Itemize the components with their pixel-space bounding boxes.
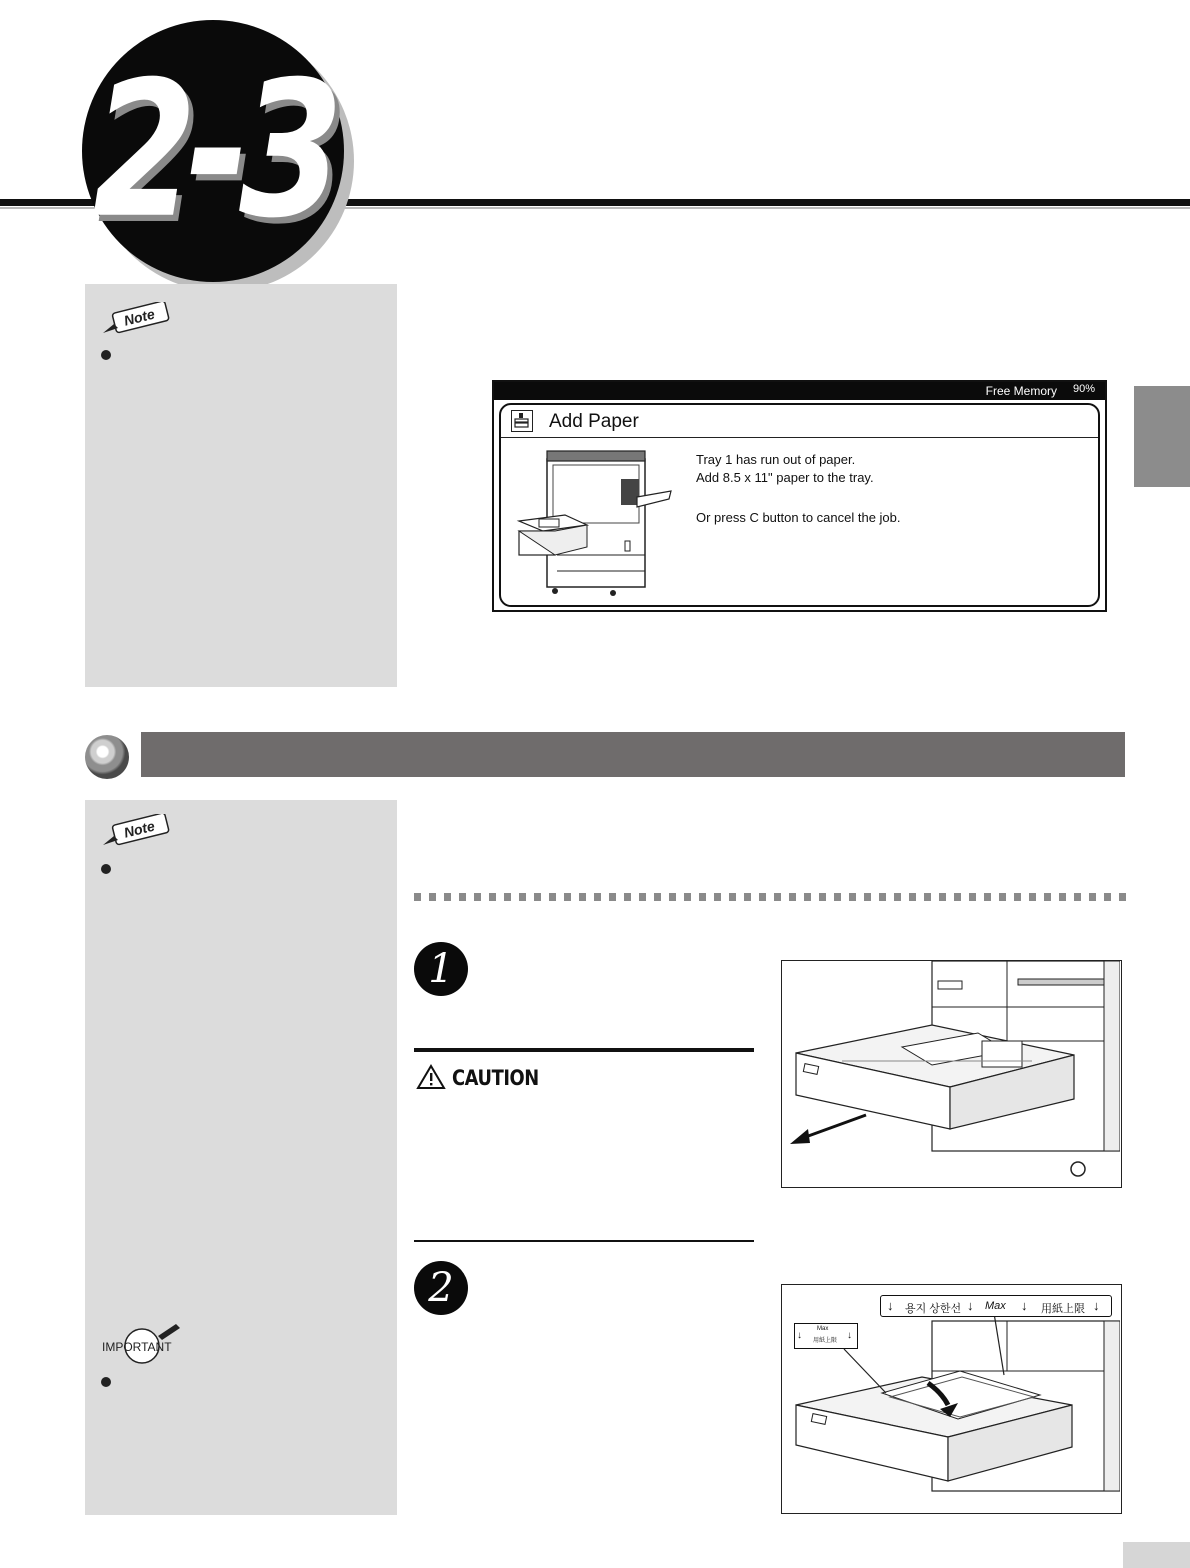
important-icon	[100, 1320, 190, 1366]
tray-paper-icon	[511, 410, 533, 432]
step-2-number: 2	[414, 1261, 468, 1315]
small-japanese-label: 用紙上限	[813, 1338, 838, 1344]
note-bullet	[101, 350, 111, 360]
max-fill-label	[880, 1295, 1112, 1317]
svg-text:Note: Note	[122, 817, 157, 841]
important-bullet	[101, 1377, 111, 1387]
arrow-down-icon: ↓	[797, 1330, 802, 1341]
max-label-japanese: 用紙上限	[1041, 1303, 1085, 1315]
chapter-number: 2-3	[92, 42, 334, 260]
message-line-2: Add 8.5 x 11" paper to the tray.	[696, 470, 874, 485]
arrow-down-icon: ↓	[1021, 1298, 1028, 1313]
message-line-3: Or press C button to cancel the job.	[696, 510, 901, 525]
caution-top-rule	[414, 1048, 754, 1052]
step-1-number: 1	[414, 942, 468, 996]
section-bullet-icon	[85, 735, 129, 779]
note-icon	[100, 302, 172, 336]
arrow-down-icon: ↓	[967, 1298, 974, 1313]
small-max-label: Max	[817, 1326, 829, 1332]
screen-title: Add Paper	[549, 411, 639, 432]
add-paper-screen	[492, 380, 1107, 612]
arrow-down-icon: ↓	[847, 1330, 852, 1341]
page-number-tab	[1123, 1542, 1190, 1568]
max-label-en: Max	[985, 1300, 1006, 1312]
side-tab	[1134, 386, 1190, 487]
svg-text:IMPORTANT: IMPORTANT	[102, 1340, 172, 1354]
screen-title-row	[501, 405, 1098, 438]
screen-panel	[499, 403, 1100, 607]
figure-pull-out-tray	[781, 960, 1122, 1188]
status-bar	[494, 382, 1105, 400]
caution-bottom-rule	[414, 1240, 754, 1242]
note-icon	[100, 814, 172, 848]
message-line-1: Tray 1 has run out of paper.	[696, 452, 856, 467]
note-bullet	[101, 864, 111, 874]
figure-load-paper	[781, 1284, 1122, 1514]
note-sidebar-top	[85, 284, 397, 687]
svg-text:Note: Note	[122, 305, 157, 329]
max-label-korean: 용지 상한선	[905, 1303, 962, 1315]
caution-label: CAUTION	[452, 1066, 539, 1090]
free-memory-label: Free Memory	[985, 384, 1057, 398]
load-paper-illustration	[782, 1285, 1120, 1512]
note-sidebar-bottom	[85, 800, 397, 1515]
section-heading-bar	[141, 732, 1125, 777]
dotted-separator	[414, 893, 1126, 901]
free-memory-value: 90%	[1072, 383, 1095, 395]
tray-pull-illustration	[782, 961, 1120, 1186]
max-fill-label-small	[794, 1323, 858, 1349]
arrow-down-icon: ↓	[1093, 1298, 1100, 1313]
copier-illustration	[509, 445, 679, 603]
arrow-down-icon: ↓	[887, 1298, 894, 1313]
warning-triangle-icon	[416, 1064, 446, 1090]
